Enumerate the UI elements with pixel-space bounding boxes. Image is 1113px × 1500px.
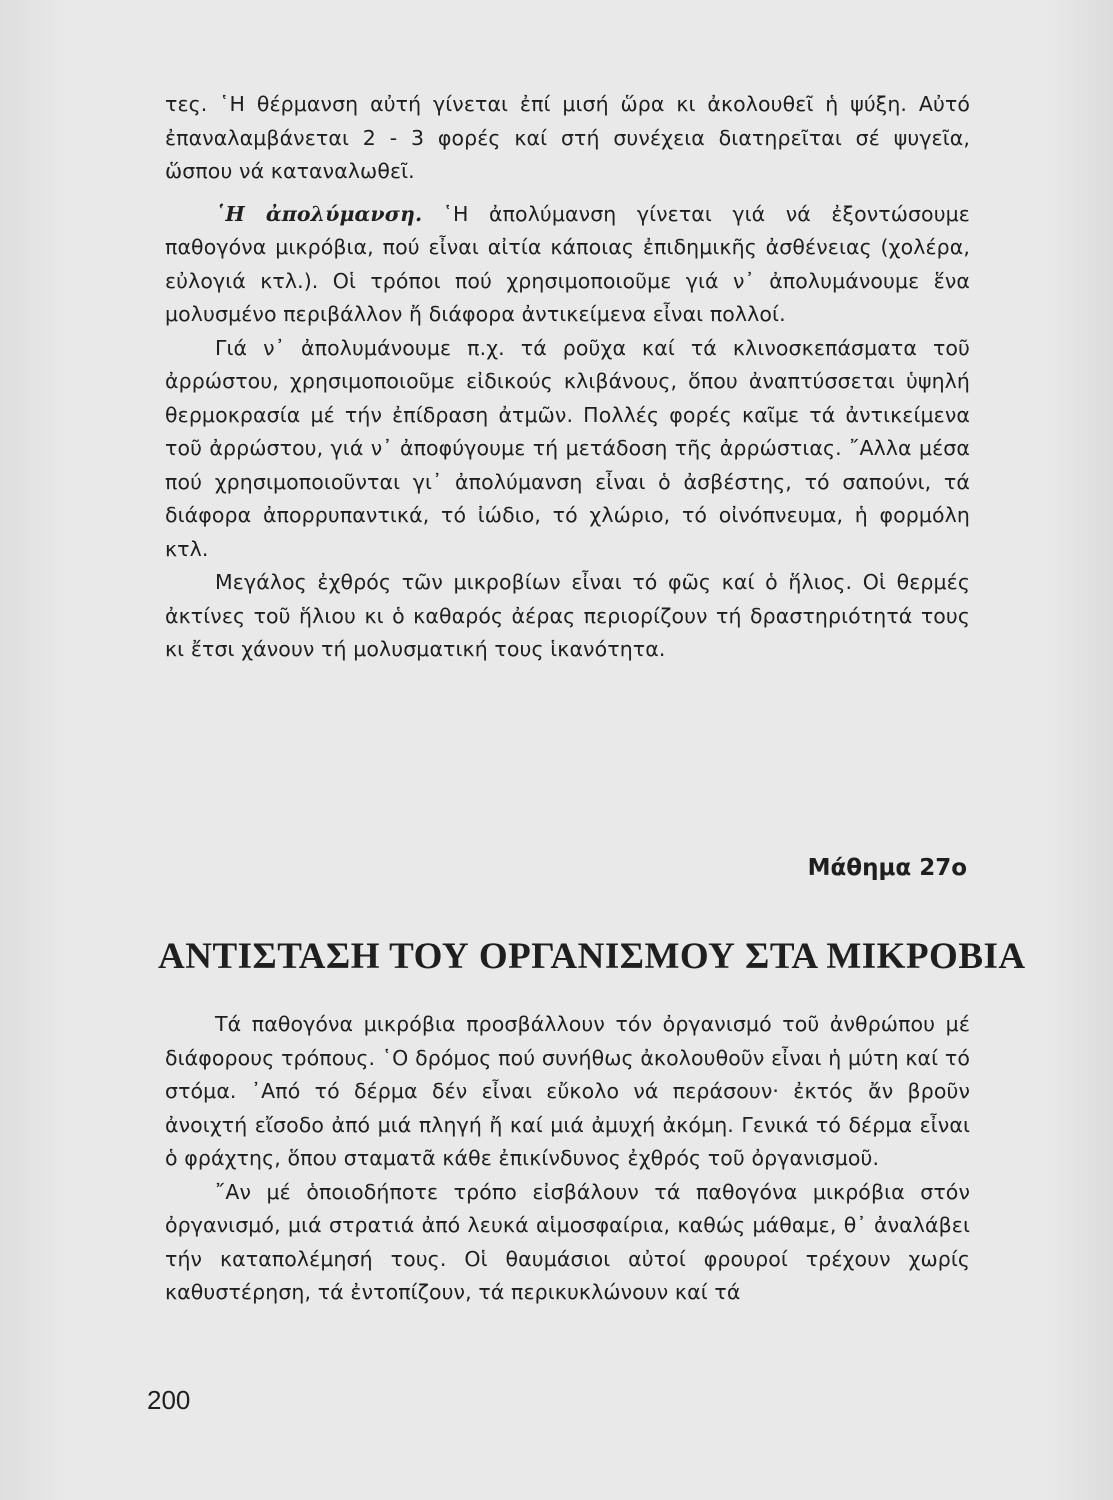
paragraph-disinfection-text: ῾Η ἀπολύμανση γίνεται γιά νά ἐξοντώσουμε παθογόνα μικρόβια, πού εἶναι αἰτία κάποιας ἐπιδημικῆς ἀσθένειας (χολέρα, εὐλογιά κτλ.). Οἱ τρόποι πού χρησιμοποιοῦμε γιά ν᾽ ἀπολυμάνουμε ἕνα μολυσμένο περιβάλλον ἤ διάφορα ἀντικείμενα εἶναι πολλοί. <box>165 201 970 326</box>
paragraph-heating: τες. ῾Η θέρμανση αὐτή γίνεται ἐπί μισή ὥρα κι ἀκολουθεῖ ἡ ψύξη. Αὐτό ἐπαναλαμβάνεται 2 - 3 φορές καί στή συνέχεια διατηρεῖται σέ ψυγεῖα, ὥσπου νά καταναλωθεῖ. <box>165 92 970 183</box>
paragraph-white-cells: ῎Αν μέ ὁποιοδήποτε τρόπο εἰσβάλουν τά παθογόνα μικρόβια στόν ὀργανισμό, μιά στρατιά ἀπό λευκά αἱμοσφαίρια, καθώς μάθαμε, θ᾽ ἀναλάβει τήν καταπολέμησή τους. Οἱ θαυμάσιοι αὐτοί φρουροί τρέχουν χωρίς καθυστέρηση, τά ἐντοπίζουν, τά περικυκλώνουν καί τά <box>165 1179 970 1304</box>
paragraph-sunlight: Μεγάλος ἐχθρός τῶν μικροβίων εἶναι τό φῶς καί ὁ ἥλιος. Οἱ θερμές ἀκτίνες τοῦ ἥλιου κι ὁ καθαρός ἀέρας περιορίζουν τή δραστηριότητά τους κι ἔτσι χάνουν τή μολυσματική τους ἱκανότητα. <box>165 570 970 661</box>
section-disinfection <box>165 88 970 667</box>
paragraph-disinfection-intro <box>165 198 970 332</box>
page-number: 200 <box>147 1385 191 1415</box>
chapter-title: ΑΝΤΙΣΤΑΣΗ ΤΟΥ ΟΡΓΑΝΙΣΜΟΥ ΣΤΑ ΜΙΚΡΟΒΙΑ <box>158 936 1026 977</box>
runin-heading-disinfection: ῾Η ἀπολύμανση. <box>215 201 423 226</box>
paragraph-disinfection-methods: Γιά ν᾽ ἀπολυμάνουμε π.χ. τά ροῦχα καί τά κλινοσκεπάσματα τοῦ ἀρρώστου, χρησιμοποιοῦμε εἰδικούς κλιβάνους, ὅπου ἀναπτύσσεται ὑψηλή θερμοκρασία μέ τήν ἐπίδραση ἀτμῶν. Πολλές φορές καῖμε τά ἀντικείμενα τοῦ ἀρρώστου, γιά ν᾽ ἀποφύγουμε τή μετάδοση τῆς ἀρρώστιας. ῎Αλλα μέσα πού χρησιμοποιοῦνται γι᾽ ἀπολύμανση εἶναι ὁ ἀσβέστης, τό σαπούνι, τά διάφορα ἀπορρυπαντικά, τό ἰώδιο, τό χλώριο, τό οἰνόπνευμα, ἡ φορμόλη κτλ. <box>165 335 970 561</box>
section-resistance <box>165 1008 970 1310</box>
paragraph-entry-routes: Τά παθογόνα μικρόβια προσβάλλουν τόν ὀργανισμό τοῦ ἀνθρώπου μέ διάφορους τρόπους. ῾Ο δρόμος πού συνήθως ἀκολουθοῦν εἶναι ἡ μύτη καί τό στόμα. ᾽Από τό δέρμα δέν εἶναι εὔκολο νά περάσουν· ἐκτός ἄν βροῦν ἀνοιχτή εἴσοδο ἀπό μιά πληγή ἤ καί μιά ἀμυχή ἀκόμη. Γενικά τό δέρμα εἶναι ὁ φράχτης, ὅπου σταματᾶ κάθε ἐπικίνδυνος ἐχθρός τοῦ ὀργανισμοῦ. <box>165 1012 970 1170</box>
lesson-label: Μάθημα 27ο <box>807 855 967 881</box>
